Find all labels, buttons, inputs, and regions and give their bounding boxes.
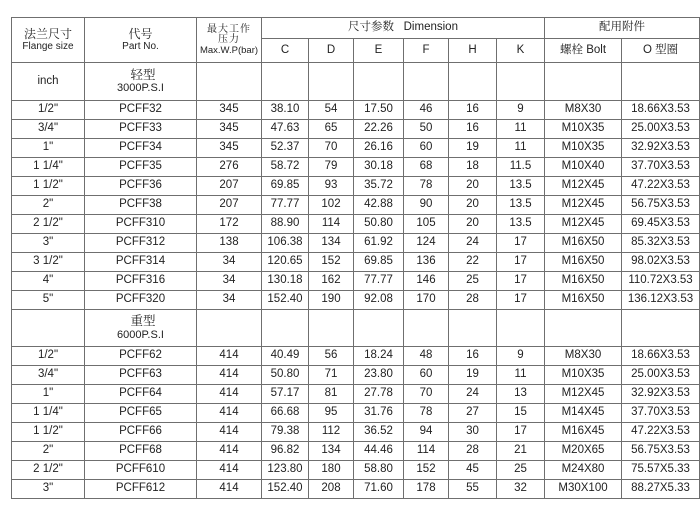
dim-h-cell: 25 [449, 272, 497, 291]
part-no-cell: PCFF610 [85, 461, 197, 480]
dim-col-c: C [262, 39, 309, 63]
oring-cell: 69.45X3.53 [622, 215, 700, 234]
dim-f-cell: 178 [404, 480, 449, 499]
dim-d-cell: 56 [309, 347, 354, 366]
dim-c-cell: 58.72 [262, 158, 309, 177]
heavy-series-name-cn: 重型 [130, 314, 156, 329]
dim-k-cell: 25 [497, 461, 545, 480]
oring-header: O 型圈 [622, 39, 700, 63]
table-row [12, 101, 700, 120]
bolt-cell: M20X65 [545, 442, 622, 461]
part-no-cell: PCFF612 [85, 480, 197, 499]
dim-k-cell: 17 [497, 423, 545, 442]
part-no-cell: PCFF65 [85, 404, 197, 423]
part-no-cell: PCFF64 [85, 385, 197, 404]
flange-size-header-en: Flange size [22, 41, 74, 52]
empty-cell [12, 310, 85, 347]
dim-f-cell: 124 [404, 234, 449, 253]
dim-h-cell: 24 [449, 385, 497, 404]
flange-size-cell: 2 1/2" [12, 215, 85, 234]
dim-c-cell: 120.65 [262, 253, 309, 272]
empty-cell [354, 63, 404, 101]
part-no-cell: PCFF38 [85, 196, 197, 215]
part-no-cell: PCFF32 [85, 101, 197, 120]
pressure-cell: 276 [197, 158, 262, 177]
bolt-cell: M12X45 [545, 215, 622, 234]
empty-cell [262, 63, 309, 101]
dim-h-cell: 30 [449, 423, 497, 442]
pressure-cell: 138 [197, 234, 262, 253]
part-no-cell: PCFF310 [85, 215, 197, 234]
bolt-cell: M10X35 [545, 139, 622, 158]
bolt-cell: M8X30 [545, 101, 622, 120]
dim-col-f: F [404, 39, 449, 63]
table-row [12, 385, 700, 404]
dim-f-cell: 114 [404, 442, 449, 461]
flange-size-cell: 2" [12, 442, 85, 461]
oring-cell: 47.22X3.53 [622, 423, 700, 442]
empty-cell [262, 310, 309, 347]
oring-cell: 56.75X3.53 [622, 442, 700, 461]
pressure-cell: 414 [197, 423, 262, 442]
dim-e-cell: 26.16 [354, 139, 404, 158]
flange-size-cell: 5" [12, 291, 85, 310]
flange-size-cell: 3/4" [12, 120, 85, 139]
part-no-header-cn: 代号 [128, 27, 153, 41]
dim-k-cell: 11.5 [497, 158, 545, 177]
dim-h-cell: 19 [449, 366, 497, 385]
flange-size-cell: 1" [12, 385, 85, 404]
dim-f-cell: 78 [404, 177, 449, 196]
dim-c-cell: 96.82 [262, 442, 309, 461]
pressure-header-cn1: 最大工作 [207, 23, 251, 35]
dim-e-cell: 27.78 [354, 385, 404, 404]
dim-col-d: D [309, 39, 354, 63]
dim-f-cell: 152 [404, 461, 449, 480]
oring-cell: 136.12X3.53 [622, 291, 700, 310]
dim-c-cell: 57.17 [262, 385, 309, 404]
bolt-cell: M30X100 [545, 480, 622, 499]
bolt-cell: M10X40 [545, 158, 622, 177]
heavy-series-name-en: 6000P.S.I [117, 328, 164, 341]
dim-k-cell: 17 [497, 291, 545, 310]
pressure-cell: 345 [197, 139, 262, 158]
flange-size-header [12, 18, 85, 63]
oring-cell: 25.00X3.53 [622, 120, 700, 139]
dim-h-cell: 16 [449, 347, 497, 366]
dim-e-cell: 92.08 [354, 291, 404, 310]
bolt-cell: M12X45 [545, 385, 622, 404]
bolt-cell: M16X50 [545, 291, 622, 310]
dim-h-cell: 20 [449, 196, 497, 215]
flange-size-cell: 1/2" [12, 101, 85, 120]
table-row [12, 347, 700, 366]
table-row [12, 461, 700, 480]
flange-size-cell: 1 1/2" [12, 423, 85, 442]
dim-e-cell: 18.24 [354, 347, 404, 366]
light-series-row [12, 63, 700, 101]
flange-size-cell: 1 1/4" [12, 158, 85, 177]
dim-h-cell: 55 [449, 480, 497, 499]
dim-d-cell: 81 [309, 385, 354, 404]
pressure-header-en: Max.W.P(bar) [199, 44, 259, 56]
dim-f-cell: 94 [404, 423, 449, 442]
flange-size-cell: 1 1/2" [12, 177, 85, 196]
oring-cell: 18.66X3.53 [622, 101, 700, 120]
flange-size-cell: 3/4" [12, 366, 85, 385]
dim-e-cell: 44.46 [354, 442, 404, 461]
table-row [12, 253, 700, 272]
dim-d-cell: 65 [309, 120, 354, 139]
light-series-name-en: 3000P.S.I [117, 82, 164, 95]
empty-cell [545, 310, 622, 347]
dim-f-cell: 146 [404, 272, 449, 291]
flange-size-cell: 1/2" [12, 347, 85, 366]
dim-d-cell: 102 [309, 196, 354, 215]
dim-c-cell: 50.80 [262, 366, 309, 385]
oring-cell: 25.00X3.53 [622, 366, 700, 385]
pressure-cell: 207 [197, 196, 262, 215]
fittings-header: 配用附件 [545, 18, 700, 39]
empty-cell [449, 310, 497, 347]
empty-cell [354, 310, 404, 347]
pressure-cell: 414 [197, 366, 262, 385]
part-no-cell: PCFF33 [85, 120, 197, 139]
part-no-cell: PCFF36 [85, 177, 197, 196]
empty-cell [449, 63, 497, 101]
bolt-cell: M16X50 [545, 272, 622, 291]
oring-cell: 18.66X3.53 [622, 347, 700, 366]
dim-k-cell: 13.5 [497, 177, 545, 196]
part-no-cell: PCFF63 [85, 366, 197, 385]
pressure-cell: 414 [197, 442, 262, 461]
dim-col-h: H [449, 39, 497, 63]
dim-d-cell: 114 [309, 215, 354, 234]
empty-cell [622, 63, 700, 101]
bolt-cell: M8X30 [545, 347, 622, 366]
dim-c-cell: 79.38 [262, 423, 309, 442]
dim-h-cell: 20 [449, 177, 497, 196]
pressure-cell: 414 [197, 347, 262, 366]
dim-h-cell: 20 [449, 215, 497, 234]
dim-c-cell: 152.40 [262, 291, 309, 310]
table-row [12, 234, 700, 253]
dim-e-cell: 69.85 [354, 253, 404, 272]
dim-d-cell: 93 [309, 177, 354, 196]
dim-c-cell: 66.68 [262, 404, 309, 423]
oring-cell: 47.22X3.53 [622, 177, 700, 196]
pressure-cell: 414 [197, 461, 262, 480]
bolt-cell: M16X50 [545, 253, 622, 272]
part-no-cell: PCFF66 [85, 423, 197, 442]
dim-h-cell: 16 [449, 120, 497, 139]
dim-k-cell: 17 [497, 234, 545, 253]
bolt-cell: M10X35 [545, 120, 622, 139]
oring-cell: 37.70X3.53 [622, 404, 700, 423]
dimension-header: 尺寸参数 Dimension [262, 18, 545, 39]
empty-cell [404, 310, 449, 347]
oring-cell: 98.02X3.53 [622, 253, 700, 272]
dim-col-e: E [354, 39, 404, 63]
dim-e-cell: 17.50 [354, 101, 404, 120]
pressure-header [197, 18, 262, 63]
dim-e-cell: 35.72 [354, 177, 404, 196]
bolt-cell: M14X45 [545, 404, 622, 423]
oring-cell: 37.70X3.53 [622, 158, 700, 177]
bolt-header: 螺栓 Bolt [545, 39, 622, 63]
table-row [12, 442, 700, 461]
dim-h-cell: 24 [449, 234, 497, 253]
dim-f-cell: 90 [404, 196, 449, 215]
dim-e-cell: 61.92 [354, 234, 404, 253]
pressure-header-cn2: 压力 [218, 33, 240, 45]
flange-size-header-cn: 法兰尺寸 [23, 27, 72, 41]
oring-cell: 75.57X5.33 [622, 461, 700, 480]
part-no-header [85, 18, 197, 63]
dim-k-cell: 13.5 [497, 196, 545, 215]
dim-d-cell: 162 [309, 272, 354, 291]
bolt-cell: M16X50 [545, 234, 622, 253]
dim-c-cell: 52.37 [262, 139, 309, 158]
empty-cell [309, 310, 354, 347]
bolt-cell: M16X45 [545, 423, 622, 442]
part-no-cell: PCFF68 [85, 442, 197, 461]
dim-c-cell: 77.77 [262, 196, 309, 215]
dim-d-cell: 54 [309, 101, 354, 120]
dim-k-cell: 11 [497, 139, 545, 158]
dim-d-cell: 180 [309, 461, 354, 480]
bolt-cell: M24X80 [545, 461, 622, 480]
table-row [12, 423, 700, 442]
pressure-cell: 414 [197, 385, 262, 404]
dim-k-cell: 32 [497, 480, 545, 499]
dim-c-cell: 123.80 [262, 461, 309, 480]
flange-size-cell: 3 1/2" [12, 253, 85, 272]
dim-e-cell: 31.76 [354, 404, 404, 423]
flange-size-cell: 2 1/2" [12, 461, 85, 480]
dim-c-cell: 130.18 [262, 272, 309, 291]
dim-c-cell: 106.38 [262, 234, 309, 253]
table-row [12, 404, 700, 423]
dim-d-cell: 190 [309, 291, 354, 310]
dim-k-cell: 21 [497, 442, 545, 461]
dim-e-cell: 30.18 [354, 158, 404, 177]
dim-f-cell: 60 [404, 366, 449, 385]
flange-size-cell: 1 1/4" [12, 404, 85, 423]
table-row [12, 158, 700, 177]
table-row [12, 272, 700, 291]
empty-cell [622, 310, 700, 347]
dim-d-cell: 79 [309, 158, 354, 177]
dim-c-cell: 152.40 [262, 480, 309, 499]
dim-h-cell: 16 [449, 101, 497, 120]
dim-col-k: K [497, 39, 545, 63]
dim-k-cell: 15 [497, 404, 545, 423]
dim-d-cell: 112 [309, 423, 354, 442]
empty-cell [197, 310, 262, 347]
oring-cell: 88.27X5.33 [622, 480, 700, 499]
part-no-cell: PCFF316 [85, 272, 197, 291]
dim-e-cell: 36.52 [354, 423, 404, 442]
oring-cell: 32.92X3.53 [622, 139, 700, 158]
oring-cell: 85.32X3.53 [622, 234, 700, 253]
part-no-cell: PCFF320 [85, 291, 197, 310]
part-no-cell: PCFF314 [85, 253, 197, 272]
flange-size-cell: 1" [12, 139, 85, 158]
dim-f-cell: 136 [404, 253, 449, 272]
dim-f-cell: 60 [404, 139, 449, 158]
pressure-cell: 207 [197, 177, 262, 196]
empty-cell [497, 310, 545, 347]
flange-spec-table [11, 17, 700, 499]
dim-k-cell: 11 [497, 120, 545, 139]
flange-size-cell: 4" [12, 272, 85, 291]
dim-k-cell: 17 [497, 272, 545, 291]
flange-size-cell: 3" [12, 234, 85, 253]
bolt-cell: M10X35 [545, 366, 622, 385]
dim-h-cell: 19 [449, 139, 497, 158]
dim-c-cell: 47.63 [262, 120, 309, 139]
dim-h-cell: 45 [449, 461, 497, 480]
pressure-cell: 414 [197, 480, 262, 499]
dim-h-cell: 22 [449, 253, 497, 272]
dim-d-cell: 134 [309, 234, 354, 253]
dim-e-cell: 23.80 [354, 366, 404, 385]
dim-e-cell: 22.26 [354, 120, 404, 139]
dim-h-cell: 27 [449, 404, 497, 423]
pressure-cell: 345 [197, 101, 262, 120]
dim-d-cell: 152 [309, 253, 354, 272]
dim-k-cell: 13.5 [497, 215, 545, 234]
heavy-series-label [85, 310, 197, 347]
oring-cell: 110.72X3.53 [622, 272, 700, 291]
pressure-cell: 34 [197, 253, 262, 272]
pressure-cell: 34 [197, 272, 262, 291]
dim-e-cell: 71.60 [354, 480, 404, 499]
table-row [12, 120, 700, 139]
part-no-cell: PCFF312 [85, 234, 197, 253]
table-row [12, 215, 700, 234]
dim-f-cell: 46 [404, 101, 449, 120]
dim-f-cell: 68 [404, 158, 449, 177]
dim-k-cell: 9 [497, 347, 545, 366]
dim-k-cell: 13 [497, 385, 545, 404]
empty-cell [545, 63, 622, 101]
oring-cell: 32.92X3.53 [622, 385, 700, 404]
dim-k-cell: 11 [497, 366, 545, 385]
dim-e-cell: 50.80 [354, 215, 404, 234]
dim-f-cell: 70 [404, 385, 449, 404]
header-row [12, 18, 700, 39]
light-series-name-cn: 轻型 [130, 67, 156, 82]
dim-d-cell: 134 [309, 442, 354, 461]
table-row [12, 480, 700, 499]
dim-d-cell: 208 [309, 480, 354, 499]
table-row [12, 139, 700, 158]
empty-cell [497, 63, 545, 101]
table-row [12, 291, 700, 310]
dim-d-cell: 70 [309, 139, 354, 158]
pressure-cell: 414 [197, 404, 262, 423]
dim-f-cell: 78 [404, 404, 449, 423]
dim-c-cell: 40.49 [262, 347, 309, 366]
dim-f-cell: 105 [404, 215, 449, 234]
empty-cell [309, 63, 354, 101]
dim-e-cell: 42.88 [354, 196, 404, 215]
unit-label: inch [12, 63, 85, 101]
dim-d-cell: 95 [309, 404, 354, 423]
dim-f-cell: 48 [404, 347, 449, 366]
table-row [12, 366, 700, 385]
dim-c-cell: 38.10 [262, 101, 309, 120]
empty-cell [404, 63, 449, 101]
part-no-cell: PCFF62 [85, 347, 197, 366]
oring-cell: 56.75X3.53 [622, 196, 700, 215]
dim-c-cell: 88.90 [262, 215, 309, 234]
light-series-label [85, 63, 197, 101]
dim-e-cell: 58.80 [354, 461, 404, 480]
dim-f-cell: 170 [404, 291, 449, 310]
heavy-series-row [12, 310, 700, 347]
part-no-cell: PCFF35 [85, 158, 197, 177]
flange-size-cell: 2" [12, 196, 85, 215]
table-row [12, 177, 700, 196]
dim-f-cell: 50 [404, 120, 449, 139]
dim-h-cell: 28 [449, 442, 497, 461]
dim-h-cell: 28 [449, 291, 497, 310]
part-no-header-en: Part No. [122, 41, 159, 52]
bolt-cell: M12X45 [545, 196, 622, 215]
dim-c-cell: 69.85 [262, 177, 309, 196]
pressure-cell: 172 [197, 215, 262, 234]
pressure-cell: 34 [197, 291, 262, 310]
part-no-cell: PCFF34 [85, 139, 197, 158]
bolt-cell: M12X45 [545, 177, 622, 196]
empty-cell [197, 63, 262, 101]
dim-k-cell: 17 [497, 253, 545, 272]
flange-size-cell: 3" [12, 480, 85, 499]
table-row [12, 196, 700, 215]
dim-k-cell: 9 [497, 101, 545, 120]
dim-e-cell: 77.77 [354, 272, 404, 291]
dim-d-cell: 71 [309, 366, 354, 385]
dim-h-cell: 18 [449, 158, 497, 177]
pressure-cell: 345 [197, 120, 262, 139]
